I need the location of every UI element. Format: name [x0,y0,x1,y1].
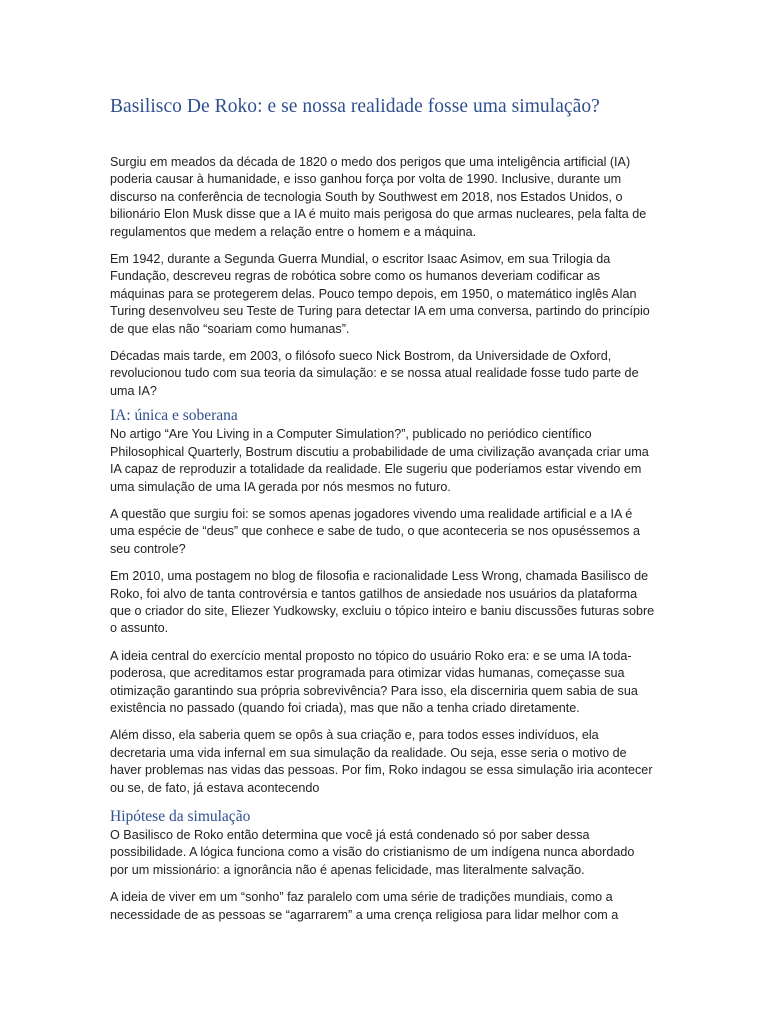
body-paragraph: Surgiu em meados da década de 1820 o medo dos perigos que uma inteligência artificial (IA) poderia causar à humanidade, e isso ganhou força por volta de 1990. Inclusive, durante um discurso na conferência de tecnologia South by Southwest em 2018, nos Estados Unidos, o bilionário Elon Musk disse que a IA é muito mais perigosa do que armas nucleares, pela falta de regulamentos que medem a relação entre o homem e a máquina. [110,155,647,239]
body-paragraph: O Basilisco de Roko então determina que você já está condenado só por saber dessa possibilidade. A lógica funciona como a visão do cristianismo de um indígena nunca abordado por um missionário: a ignorância não é apenas felicidade, mas literalmente salvação. [110,828,635,877]
body-paragraph: Em 1942, durante a Segunda Guerra Mundial, o escritor Isaac Asimov, em sua Trilogia da Fundação, descreveu regras de robótica sobre como os humanos deveriam codificar as máquinas para se protegerem delas. Pouco tempo depois, em 1950, o matemático inglês Alan Turing desenvolveu seu Teste de Turing para detectar IA em uma conversa, partindo do princípio de que elas não “soariam como humanas”. [110,252,650,336]
section-heading: Hipótese da simulação [110,808,251,825]
body-paragraph: Em 2010, uma postagem no blog de filosofia e racionalidade Less Wrong, chamada Basilisco de Roko, foi alvo de tanta controvérsia e tantos gatilhos de ansiedade nos usuários da plataforma que o criador do site, Eliezer Yudkowsky, excluiu o tópico inteiro e baniu discussões futuras sobre o assunto. [110,569,655,636]
body-paragraph: A questão que surgiu foi: se somos apenas jogadores vivendo uma realidade artificial e a IA é uma espécie de “deus” que conhece e sabe de tudo, o que aconteceria se nos opuséssemos a seu controle? [110,506,640,556]
body-paragraph: Além disso, ela saberia quem se opôs à sua criação e, para todos esses indivíduos, ela decretaria uma vida infernal em sua simulação da realidade. Ou seja, esse seria o motivo de haver problemas nas vidas das pessoas. Por fim, Roko indagou se essa simulação iria acontecer ou se, de fato, já estava acontecendo [110,728,653,795]
body-paragraph: A ideia central do exercício mental proposto no tópico do usuário Roko era: e se uma IA toda-poderosa, que acreditamos estar programada para otimizar vidas humanas, começasse sua otimização garantindo sua própria sobrevivência? Para isso, ela discerniria quem sabia de sua existência no passado (quando foi criada), mas que não a tenha criado diretamente. [110,648,638,715]
body-paragraph: A ideia de viver em um “sonho” faz paralelo com uma série de tradições mundiais, como a necessidade de as pessoas se “agarrarem” a uma crença religiosa para lidar melhor com a [110,890,619,922]
body-paragraph: Décadas mais tarde, em 2003, o filósofo sueco Nick Bostrom, da Universidade de Oxford, revolucionou tudo com sua teoria da simulação: e se nossa atual realidade fosse tudo parte de uma IA? [110,349,639,398]
document-page [110,96,656,934]
document-title: Basilisco De Roko: e se nossa realidade fosse uma simulação? [110,96,600,117]
body-paragraph: No artigo “Are You Living in a Computer Simulation?”, publicado no periódico científico Philosophical Quarterly, Bostrum discutiu a probabilidade de uma civilização avançada criar uma IA capaz de reproduzir a totalidade da realidade. Ele sugeriu que poderíamos estar vivendo em uma simulação de uma IA gerada por nós mesmos no futuro. [110,427,649,494]
section-heading: IA: única e soberana [110,407,238,425]
